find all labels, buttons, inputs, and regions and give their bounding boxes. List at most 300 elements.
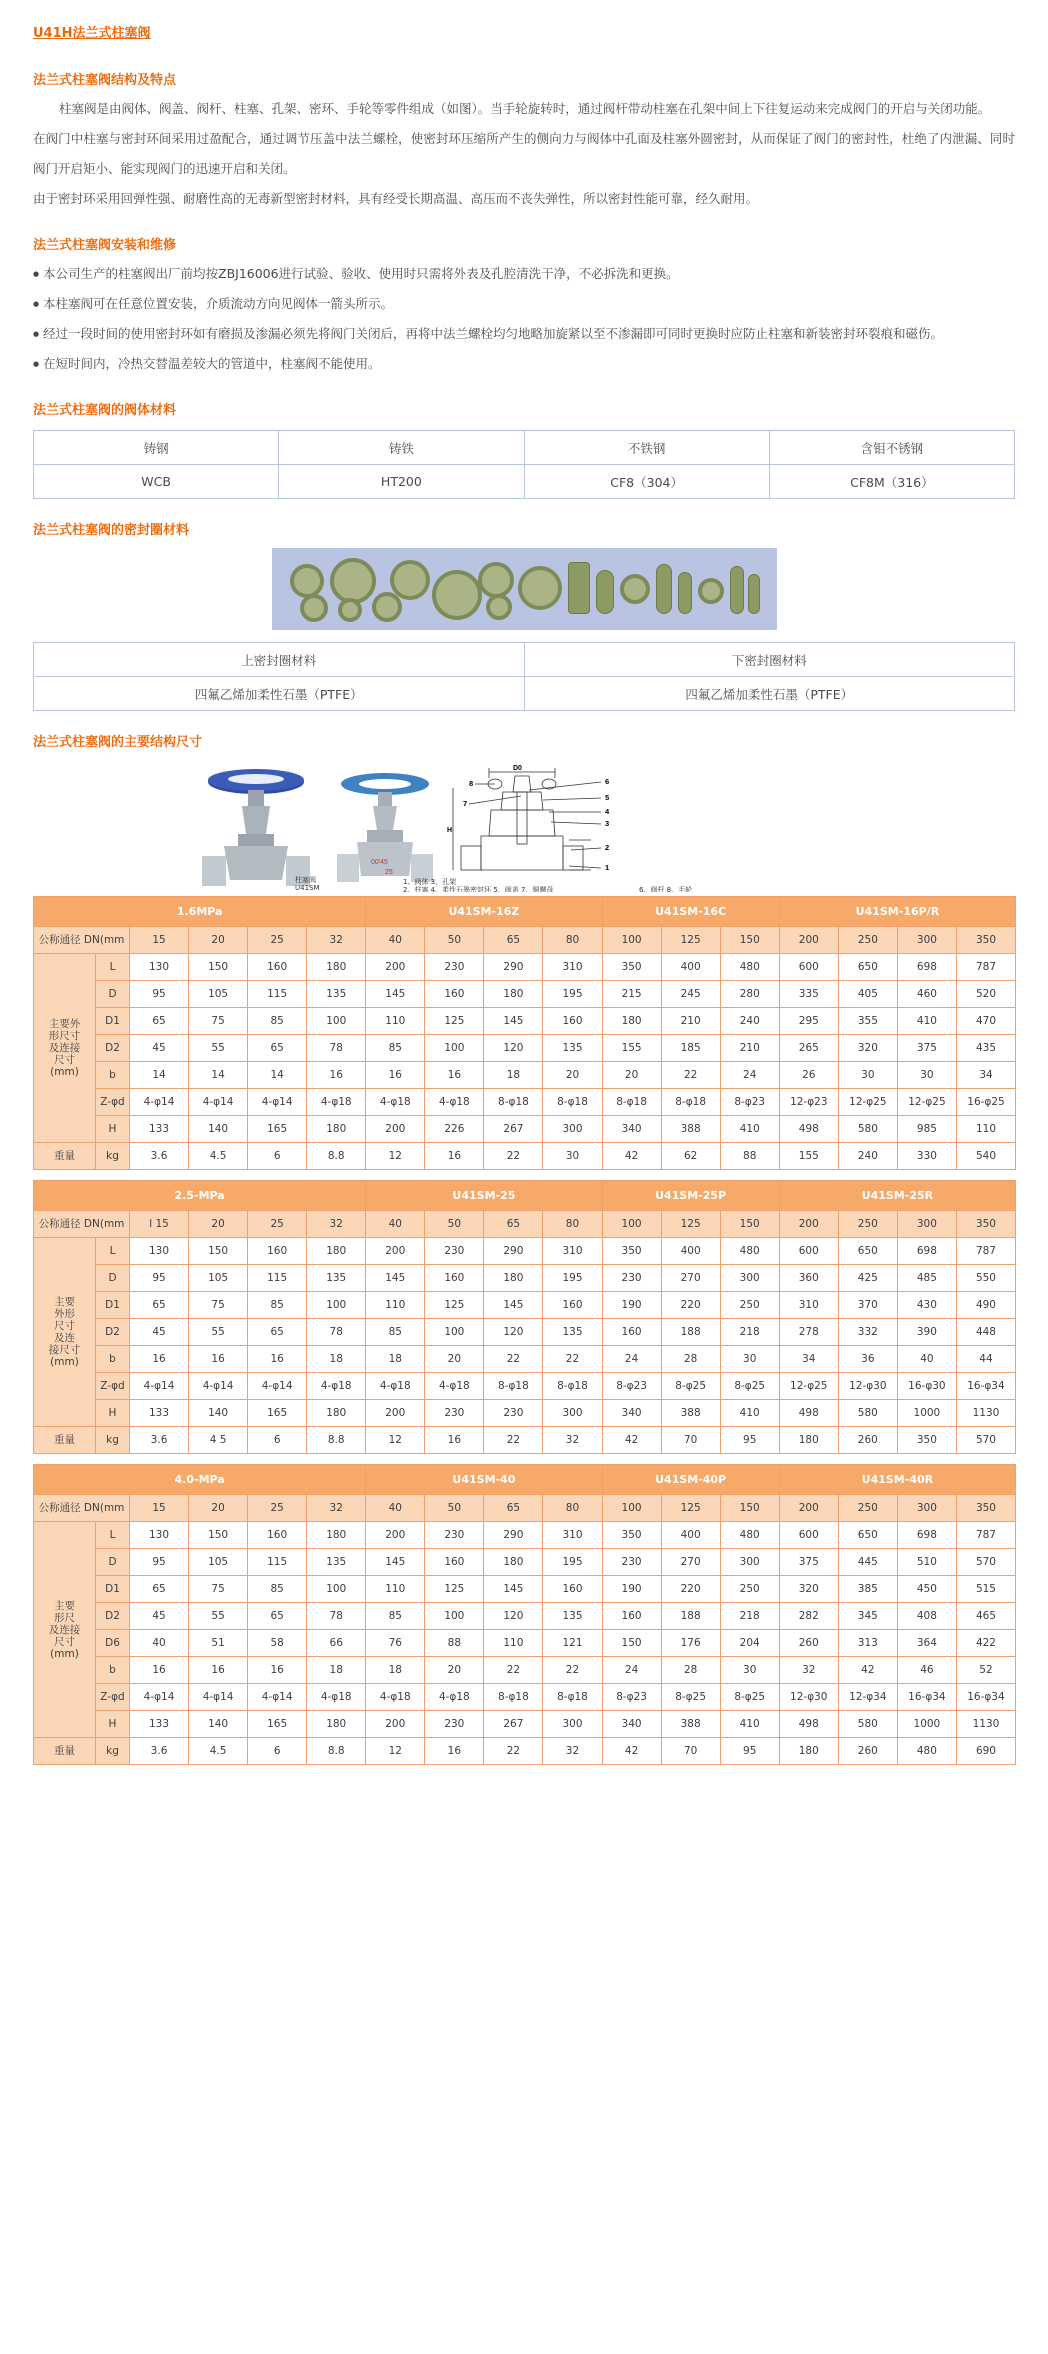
data-cell: 18 [366, 1657, 425, 1684]
data-cell: 22 [484, 1657, 543, 1684]
dn-value-cell: 50 [425, 1211, 484, 1238]
weight-cell: 12 [366, 1427, 425, 1454]
data-cell: 16 [307, 1062, 366, 1089]
dn-value-cell: 65 [484, 927, 543, 954]
data-cell: 130 [130, 1238, 189, 1265]
data-cell: 75 [189, 1576, 248, 1603]
data-cell: 16 [189, 1657, 248, 1684]
svg-text:H: H [447, 827, 453, 834]
data-cell: 30 [897, 1062, 956, 1089]
weight-cell: 3.6 [130, 1143, 189, 1170]
data-cell: 350 [602, 1522, 661, 1549]
data-cell: 4-φ14 [248, 1373, 307, 1400]
table-row [34, 1008, 1016, 1035]
dimension-table-t40 [33, 1464, 1016, 1765]
data-cell: 75 [189, 1008, 248, 1035]
dn-value-cell: 150 [720, 1495, 779, 1522]
weight-cell: 32 [543, 1738, 602, 1765]
data-cell: 300 [543, 1711, 602, 1738]
seal-material-table [33, 642, 1015, 711]
data-cell: 100 [425, 1603, 484, 1630]
data-cell: 180 [307, 954, 366, 981]
data-cell: 20 [425, 1657, 484, 1684]
data-cell: 450 [897, 1576, 956, 1603]
table-row [34, 1089, 1016, 1116]
dn-value-cell: 32 [307, 1211, 366, 1238]
data-cell: 230 [425, 1711, 484, 1738]
dn-value-cell: 350 [956, 1211, 1015, 1238]
section-heading-structure: 法兰式柱塞阀结构及特点 [33, 73, 177, 88]
data-cell: 135 [307, 1265, 366, 1292]
dn-value-cell: 40 [366, 927, 425, 954]
weight-cell: 12 [366, 1738, 425, 1765]
svg-text:1: 1 [605, 863, 610, 872]
valve-figure [33, 764, 1015, 892]
data-cell: 85 [248, 1008, 307, 1035]
data-cell: 4-φ14 [189, 1089, 248, 1116]
row-label-weight: 重量 [34, 1143, 96, 1170]
data-cell: 410 [720, 1711, 779, 1738]
dimension-table-t25 [33, 1180, 1016, 1454]
data-cell: 245 [661, 981, 720, 1008]
dn-value-cell: 32 [307, 1495, 366, 1522]
table-row [34, 1319, 1016, 1346]
data-cell: 40 [130, 1630, 189, 1657]
data-cell: 18 [484, 1062, 543, 1089]
weight-cell: 16 [425, 1427, 484, 1454]
data-cell: 410 [720, 1116, 779, 1143]
data-cell: 8-φ18 [484, 1089, 543, 1116]
data-cell: 375 [897, 1035, 956, 1062]
data-cell: 30 [838, 1062, 897, 1089]
data-cell: 498 [779, 1711, 838, 1738]
data-cell: 28 [661, 1657, 720, 1684]
data-cell: 250 [720, 1576, 779, 1603]
data-cell: 145 [484, 1292, 543, 1319]
data-cell: 16-φ34 [897, 1684, 956, 1711]
data-cell: 230 [425, 1238, 484, 1265]
data-cell: 375 [779, 1549, 838, 1576]
svg-text:5: 5 [605, 793, 610, 802]
table-row [34, 1603, 1016, 1630]
data-cell: 698 [897, 954, 956, 981]
data-cell: 8-φ18 [484, 1373, 543, 1400]
row-label: D1 [96, 1008, 130, 1035]
table-row [34, 1035, 1016, 1062]
weight-cell: 4.5 [189, 1143, 248, 1170]
data-cell: 45 [130, 1603, 189, 1630]
data-cell: 66 [307, 1630, 366, 1657]
table-row-weight [34, 1738, 1016, 1765]
data-cell: 4-φ18 [425, 1373, 484, 1400]
data-cell: 340 [602, 1711, 661, 1738]
row-label: L [96, 1522, 130, 1549]
data-cell: 400 [661, 1238, 720, 1265]
data-cell: 22 [661, 1062, 720, 1089]
data-cell: 355 [838, 1008, 897, 1035]
data-cell: 200 [366, 1522, 425, 1549]
row-label: D1 [96, 1292, 130, 1319]
data-cell: 14 [130, 1062, 189, 1089]
data-cell: 1000 [897, 1711, 956, 1738]
data-cell: 34 [956, 1062, 1015, 1089]
weight-unit-label: kg [96, 1427, 130, 1454]
data-cell: 787 [956, 1522, 1015, 1549]
table-row [34, 1116, 1016, 1143]
data-cell: 313 [838, 1630, 897, 1657]
data-cell: 220 [661, 1576, 720, 1603]
weight-cell: 6 [248, 1143, 307, 1170]
weight-cell: 95 [720, 1738, 779, 1765]
figure-caption-line1: 柱塞阀 [295, 876, 316, 884]
body-material-value-3: CF8M（316） [769, 465, 1014, 499]
table-header-cell: U41SM-40P [602, 1465, 779, 1495]
data-cell: 4-φ18 [425, 1684, 484, 1711]
data-cell: 195 [543, 1265, 602, 1292]
data-cell: 300 [720, 1265, 779, 1292]
row-label: H [96, 1400, 130, 1427]
install-bullet-3: ● 经过一段时间的使用密封环如有磨损及渗漏必须先将阀门关闭后，再将中法兰螺栓均匀地略加旋紧以至不渗漏即可同时更换时应防止柱塞和新装密封环裂痕和磁伤。 [33, 319, 1015, 349]
data-cell: 1130 [956, 1400, 1015, 1427]
table-row [34, 1684, 1016, 1711]
data-cell: 405 [838, 981, 897, 1008]
data-cell: 335 [779, 981, 838, 1008]
data-cell: 100 [425, 1319, 484, 1346]
table-header-row [34, 897, 1016, 927]
dn-value-cell: 20 [189, 1495, 248, 1522]
data-cell: 24 [720, 1062, 779, 1089]
dn-value-cell: 15 [130, 1495, 189, 1522]
table-row [34, 1265, 1016, 1292]
table-row [34, 1346, 1016, 1373]
data-cell: 8-φ23 [720, 1089, 779, 1116]
svg-text:7: 7 [463, 799, 468, 808]
data-cell: 105 [189, 1549, 248, 1576]
data-cell: 388 [661, 1711, 720, 1738]
dn-value-cell: 300 [897, 927, 956, 954]
dn-value-cell: 65 [484, 1495, 543, 1522]
data-cell: 22 [543, 1657, 602, 1684]
weight-cell: 8.8 [307, 1143, 366, 1170]
data-cell: 12-φ30 [838, 1373, 897, 1400]
data-cell: 16 [189, 1346, 248, 1373]
data-cell: 120 [484, 1319, 543, 1346]
dn-value-cell: 200 [779, 1211, 838, 1238]
row-label-dn: 公称通径 DN(mm [34, 927, 130, 954]
data-cell: 190 [602, 1292, 661, 1319]
weight-cell: 330 [897, 1143, 956, 1170]
dn-value-cell: 125 [661, 927, 720, 954]
data-cell: 230 [425, 1522, 484, 1549]
data-cell: 120 [484, 1035, 543, 1062]
structure-paragraph-2: 在阀门中柱塞与密封环间采用过盈配合，通过调节压盖中法兰螺栓，使密封环压缩所产生的侧向力与阀体中孔面及柱塞外圆密封，从而保证了阀门的密封性，杜绝了内泄漏、同时阀门开启矩小、能实现阀门的迅速开启和关闭。 [33, 131, 1015, 176]
data-cell: 408 [897, 1603, 956, 1630]
weight-cell: 42 [602, 1143, 661, 1170]
svg-text:3: 3 [605, 819, 610, 828]
data-cell: 215 [602, 981, 661, 1008]
data-cell: 100 [307, 1008, 366, 1035]
table-row [34, 1630, 1016, 1657]
table-header-cell: U41SM-16C [602, 897, 779, 927]
weight-cell: 6 [248, 1738, 307, 1765]
weight-cell: 22 [484, 1738, 543, 1765]
row-label: D6 [96, 1630, 130, 1657]
data-cell: 485 [897, 1265, 956, 1292]
section-heading-installation: 法兰式柱塞阀安装和维修 [33, 238, 177, 253]
data-cell: 150 [189, 954, 248, 981]
data-cell: 160 [425, 1265, 484, 1292]
page-title: U41H法兰式柱塞阀 [33, 26, 151, 41]
data-cell: 350 [602, 1238, 661, 1265]
body-material-header-3: 含钼不锈钢 [769, 431, 1014, 465]
data-cell: 218 [720, 1603, 779, 1630]
data-cell: 410 [720, 1400, 779, 1427]
data-cell: 787 [956, 1238, 1015, 1265]
data-cell: 65 [248, 1319, 307, 1346]
data-cell: 230 [602, 1265, 661, 1292]
table-row [34, 643, 1015, 677]
data-cell: 465 [956, 1603, 1015, 1630]
data-cell: 165 [248, 1711, 307, 1738]
dn-value-cell: 300 [897, 1211, 956, 1238]
data-cell: 230 [425, 1400, 484, 1427]
table-row [34, 1711, 1016, 1738]
svg-text:2: 2 [605, 843, 610, 852]
data-cell: 8-φ23 [602, 1373, 661, 1400]
data-cell: 145 [366, 981, 425, 1008]
data-cell: 422 [956, 1630, 1015, 1657]
data-cell: 570 [956, 1549, 1015, 1576]
data-cell: 515 [956, 1576, 1015, 1603]
weight-cell: 42 [602, 1427, 661, 1454]
data-cell: 520 [956, 981, 1015, 1008]
data-cell: 145 [366, 1549, 425, 1576]
data-cell: 400 [661, 954, 720, 981]
dn-value-cell: 65 [484, 1211, 543, 1238]
data-cell: 75 [189, 1292, 248, 1319]
data-cell: 160 [425, 981, 484, 1008]
svg-text:8: 8 [469, 779, 474, 788]
data-cell: 100 [307, 1292, 366, 1319]
data-cell: 787 [956, 954, 1015, 981]
data-cell: 78 [307, 1603, 366, 1630]
data-cell: 95 [130, 981, 189, 1008]
data-cell: 180 [602, 1008, 661, 1035]
data-cell: 180 [484, 1549, 543, 1576]
dn-value-cell: 80 [543, 927, 602, 954]
data-cell: 88 [425, 1630, 484, 1657]
valve-technical-drawing [447, 765, 610, 872]
data-cell: 580 [838, 1116, 897, 1143]
data-cell: 550 [956, 1265, 1015, 1292]
dn-value-cell: 100 [602, 1495, 661, 1522]
data-cell: 110 [484, 1630, 543, 1657]
dn-value-cell: 80 [543, 1495, 602, 1522]
product-page [0, 22, 1048, 1787]
data-cell: 480 [720, 1522, 779, 1549]
dn-value-cell: 200 [779, 927, 838, 954]
data-cell: 195 [543, 981, 602, 1008]
svg-text:4: 4 [605, 807, 610, 816]
data-cell: 110 [366, 1576, 425, 1603]
data-cell: 230 [425, 954, 484, 981]
data-cell: 388 [661, 1400, 720, 1427]
table-header-cell: U41SM-40 [366, 1465, 602, 1495]
data-cell: 51 [189, 1630, 248, 1657]
data-cell: 55 [189, 1035, 248, 1062]
dn-value-cell: 20 [189, 1211, 248, 1238]
figure-legend-line1: 1、阀体 3、孔架 [403, 878, 457, 886]
weight-cell: 42 [602, 1738, 661, 1765]
weight-cell: 3.6 [130, 1738, 189, 1765]
data-cell: 180 [484, 981, 543, 1008]
data-cell: 100 [425, 1035, 484, 1062]
table-row-weight [34, 1427, 1016, 1454]
row-label: D [96, 1265, 130, 1292]
data-cell: 270 [661, 1549, 720, 1576]
data-cell: 16 [248, 1657, 307, 1684]
data-cell: 110 [366, 1008, 425, 1035]
dn-value-cell: 32 [307, 927, 366, 954]
weight-cell: 8.8 [307, 1427, 366, 1454]
data-cell: 42 [838, 1657, 897, 1684]
dn-value-cell: 100 [602, 927, 661, 954]
data-cell: 290 [484, 954, 543, 981]
dn-value-cell: 20 [189, 927, 248, 954]
install-bullet-4: ● 在短时间内，冷热交替温差较大的管道中，柱塞阀不能使用。 [33, 349, 1015, 379]
row-label: b [96, 1062, 130, 1089]
dn-value-cell: 300 [897, 1495, 956, 1522]
data-cell: 160 [602, 1603, 661, 1630]
data-cell: 430 [897, 1292, 956, 1319]
weight-cell: 62 [661, 1143, 720, 1170]
table-header-cell: 2.5-MPa [34, 1181, 366, 1211]
data-cell: 385 [838, 1576, 897, 1603]
row-label: D2 [96, 1603, 130, 1630]
data-cell: 110 [366, 1292, 425, 1319]
data-cell: 480 [720, 1238, 779, 1265]
data-cell: 580 [838, 1400, 897, 1427]
data-cell: 8-φ18 [543, 1089, 602, 1116]
data-cell: 85 [248, 1292, 307, 1319]
row-label: D [96, 981, 130, 1008]
weight-cell: 6 [248, 1427, 307, 1454]
table-row-weight [34, 1143, 1016, 1170]
table-gap [0, 1170, 1048, 1180]
data-cell: 150 [189, 1522, 248, 1549]
data-cell: 65 [130, 1008, 189, 1035]
data-cell: 30 [720, 1657, 779, 1684]
data-cell: 204 [720, 1630, 779, 1657]
data-cell: 16 [130, 1346, 189, 1373]
data-cell: 8-φ18 [661, 1089, 720, 1116]
table-row [34, 1549, 1016, 1576]
data-cell: 200 [366, 954, 425, 981]
data-cell: 310 [543, 1238, 602, 1265]
data-cell: 115 [248, 981, 307, 1008]
dn-value-cell: 250 [838, 1495, 897, 1522]
data-cell: 345 [838, 1603, 897, 1630]
data-cell: 270 [661, 1265, 720, 1292]
data-cell: 498 [779, 1400, 838, 1427]
table-header-cell: U41SM-25P [602, 1181, 779, 1211]
data-cell: 390 [897, 1319, 956, 1346]
data-cell: 110 [956, 1116, 1015, 1143]
data-cell: 65 [130, 1292, 189, 1319]
table-header-cell: U41SM-16Z [366, 897, 602, 927]
data-cell: 300 [543, 1116, 602, 1143]
row-label: Z-φd [96, 1089, 130, 1116]
data-cell: 370 [838, 1292, 897, 1319]
body-material-value-0: WCB [34, 465, 279, 499]
data-cell: 4-φ18 [366, 1684, 425, 1711]
dn-value-cell: l 15 [130, 1211, 189, 1238]
data-cell: 698 [897, 1238, 956, 1265]
data-cell: 425 [838, 1265, 897, 1292]
body-material-table [33, 430, 1015, 499]
data-cell: 180 [307, 1116, 366, 1143]
data-cell: 580 [838, 1711, 897, 1738]
dn-value-cell: 100 [602, 1211, 661, 1238]
figure-caption-line2: U41SM [295, 884, 320, 892]
data-cell: 130 [130, 954, 189, 981]
data-cell: 135 [543, 1319, 602, 1346]
row-label: L [96, 954, 130, 981]
data-cell: 340 [602, 1116, 661, 1143]
data-cell: 34 [779, 1346, 838, 1373]
body-material-value-2: CF8（304） [524, 465, 769, 499]
data-cell: 600 [779, 1238, 838, 1265]
data-cell: 4-φ14 [189, 1373, 248, 1400]
data-cell: 46 [897, 1657, 956, 1684]
data-cell: 14 [189, 1062, 248, 1089]
data-cell: 12-φ23 [779, 1089, 838, 1116]
row-label-weight: 重量 [34, 1427, 96, 1454]
table-row [34, 1238, 1016, 1265]
weight-cell: 3.6 [130, 1427, 189, 1454]
data-cell: 698 [897, 1522, 956, 1549]
data-cell: 310 [543, 1522, 602, 1549]
data-cell: 8-φ25 [720, 1373, 779, 1400]
data-cell: 26 [779, 1062, 838, 1089]
weight-unit-label: kg [96, 1143, 130, 1170]
data-cell: 65 [130, 1576, 189, 1603]
weight-cell: 480 [897, 1738, 956, 1765]
dn-value-cell: 50 [425, 1495, 484, 1522]
data-cell: 16-φ30 [897, 1373, 956, 1400]
data-cell: 115 [248, 1549, 307, 1576]
weight-cell: 70 [661, 1738, 720, 1765]
data-cell: 510 [897, 1549, 956, 1576]
data-cell: 145 [484, 1008, 543, 1035]
data-cell: 4-φ14 [130, 1089, 189, 1116]
data-cell: 130 [130, 1522, 189, 1549]
weight-cell: 570 [956, 1427, 1015, 1454]
data-cell: 45 [130, 1035, 189, 1062]
data-cell: 195 [543, 1549, 602, 1576]
data-cell: 8-φ23 [602, 1684, 661, 1711]
table-row-dn [34, 1495, 1016, 1522]
weight-cell: 12 [366, 1143, 425, 1170]
data-cell: 12-φ30 [779, 1684, 838, 1711]
data-cell: 95 [130, 1265, 189, 1292]
data-cell: 30 [720, 1346, 779, 1373]
row-group-label: 主要 外形 尺寸 及连 接尺寸 (mm) [34, 1238, 96, 1427]
row-label: D2 [96, 1319, 130, 1346]
weight-cell: 32 [543, 1427, 602, 1454]
row-label: D2 [96, 1035, 130, 1062]
data-cell: 240 [720, 1008, 779, 1035]
